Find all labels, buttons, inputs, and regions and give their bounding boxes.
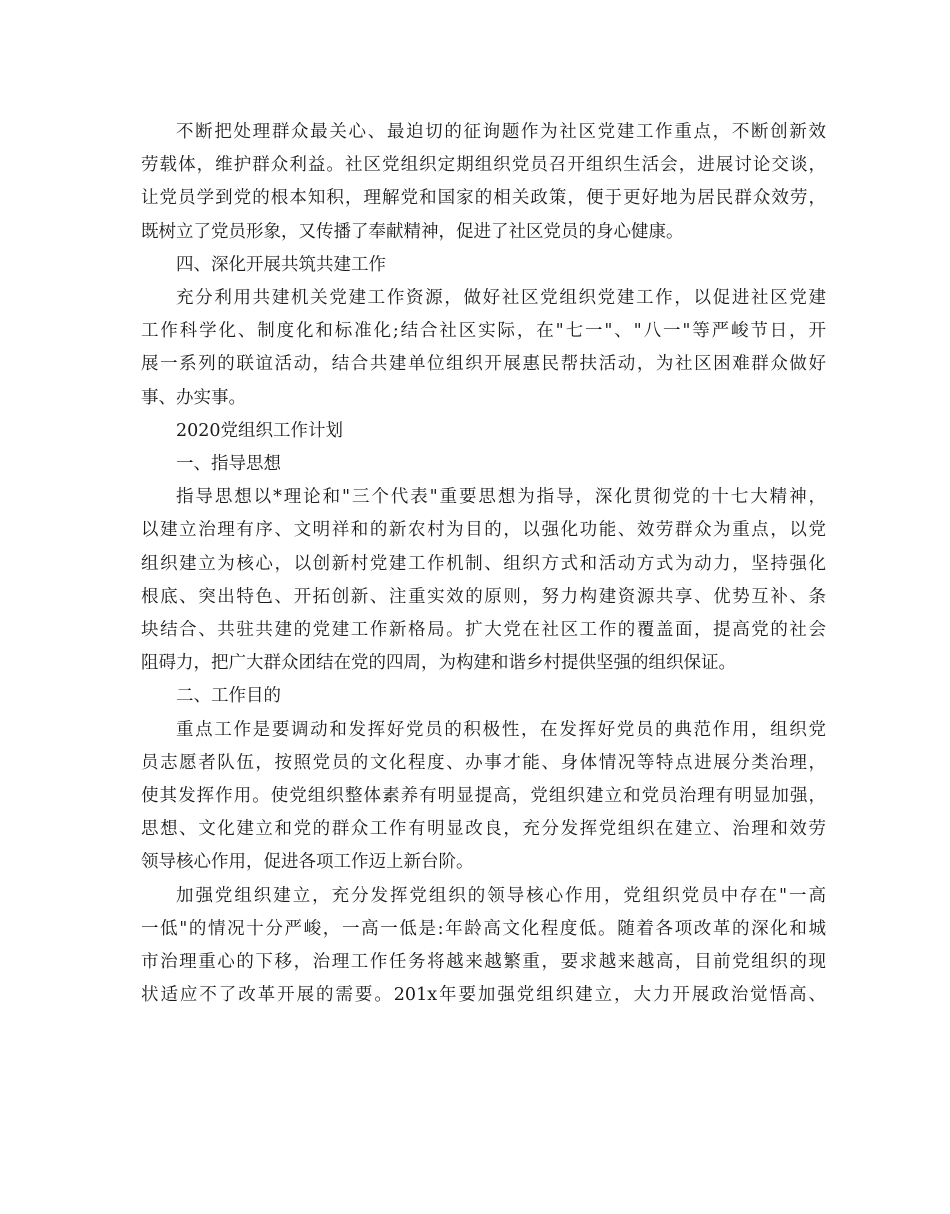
section-heading: 一、指导思想 bbox=[176, 454, 281, 475]
text-line: 员志愿者队伍，按照党员的文化程度、办事才能、身体情况等特点进展分类治理， bbox=[141, 752, 826, 773]
text-line: 重点工作是要调动和发挥好党员的积极性，在发挥好党员的典范作用，组织党 bbox=[176, 719, 826, 740]
text-line: 以建立治理有序、文明祥和的新农村为目的，以强化功能、效劳群众为重点，以党 bbox=[141, 520, 826, 541]
paragraph-joint-building bbox=[141, 282, 826, 415]
text-line: 阻碍力，把广大群众团结在党的四周，为构建和谐乡村提供坚强的组织保证。 bbox=[141, 653, 736, 674]
document-title: 2020党组织工作计划 bbox=[176, 420, 344, 441]
text-line: 组织建立为核心，以创新村党建工作机制、组织方式和活动方式为动力，坚持强化 bbox=[141, 553, 826, 574]
text-line: 既树立了党员形象，又传播了奉献精神，促进了社区党员的身心健康。 bbox=[141, 221, 684, 242]
text-line: 一低"的情况十分严峻，一高一低是:年龄高文化程度低。随着各项改革的深化和城 bbox=[141, 918, 826, 939]
text-line: 市治理重心的下移，治理工作任务将越来越繁重，要求越来越高，目前党组织的现 bbox=[141, 952, 826, 973]
paragraph-work-goals bbox=[141, 714, 826, 880]
text-line: 让党员学到党的根本知积，理解党和国家的相关政策，便于更好地为居民群众效劳， bbox=[141, 188, 826, 209]
text-line: 不断把处理群众最关心、最迫切的征询题作为社区党建工作重点，不断创新效 bbox=[176, 122, 826, 142]
text-line: 加强党组织建立，充分发挥党组织的领导核心作用，党组织党员中存在"一高 bbox=[176, 885, 826, 906]
text-line: 领导核心作用，促进各项工作迈上新台阶。 bbox=[141, 852, 474, 873]
paragraph-strengthen-organization bbox=[141, 880, 826, 1013]
text-line: 劳载体，维护群众利益。社区党组织定期组织党员召开组织生活会，进展讨论交谈， bbox=[141, 155, 826, 176]
section-heading: 二、工作目的 bbox=[176, 686, 281, 707]
text-line: 指导思想以*理论和"三个代表"重要思想为指导，深化贯彻党的十七大精神， bbox=[176, 487, 826, 508]
document-page bbox=[141, 116, 826, 1012]
paragraph-guiding-thought bbox=[141, 481, 826, 680]
text-line: 事、办实事。 bbox=[141, 387, 246, 408]
text-line: 充分利用共建机关党建工作资源，做好社区党组织党建工作，以促进社区党建 bbox=[176, 288, 826, 309]
paragraph-community-service bbox=[141, 116, 826, 249]
text-line: 根底、突出特色、开拓创新、注重实效的原则，努力构建资源共享、优势互补、条 bbox=[141, 586, 826, 607]
text-line: 展一系列的联谊活动，结合共建单位组织开展惠民帮扶活动，为社区困难群众做好 bbox=[141, 354, 826, 375]
text-line: 思想、文化建立和党的群众工作有明显改良，充分发挥党组织在建立、治理和效劳 bbox=[141, 819, 826, 840]
text-line: 工作科学化、制度化和标准化;结合社区实际，在"七一"、"八一"等严峻节日，开 bbox=[141, 321, 826, 342]
text-line: 使其发挥作用。使党组织整体素养有明显提高，党组织建立和党员治理有明显加强， bbox=[141, 786, 826, 807]
text-line: 状适应不了改革开展的需要。201x年要加强党组织建立，大力开展政治觉悟高、 bbox=[141, 985, 826, 1006]
text-line: 块结合、共驻共建的党建工作新格局。扩大党在社区工作的覆盖面，提高党的社会 bbox=[141, 620, 826, 641]
section-heading: 四、深化开展共筑共建工作 bbox=[176, 254, 386, 275]
